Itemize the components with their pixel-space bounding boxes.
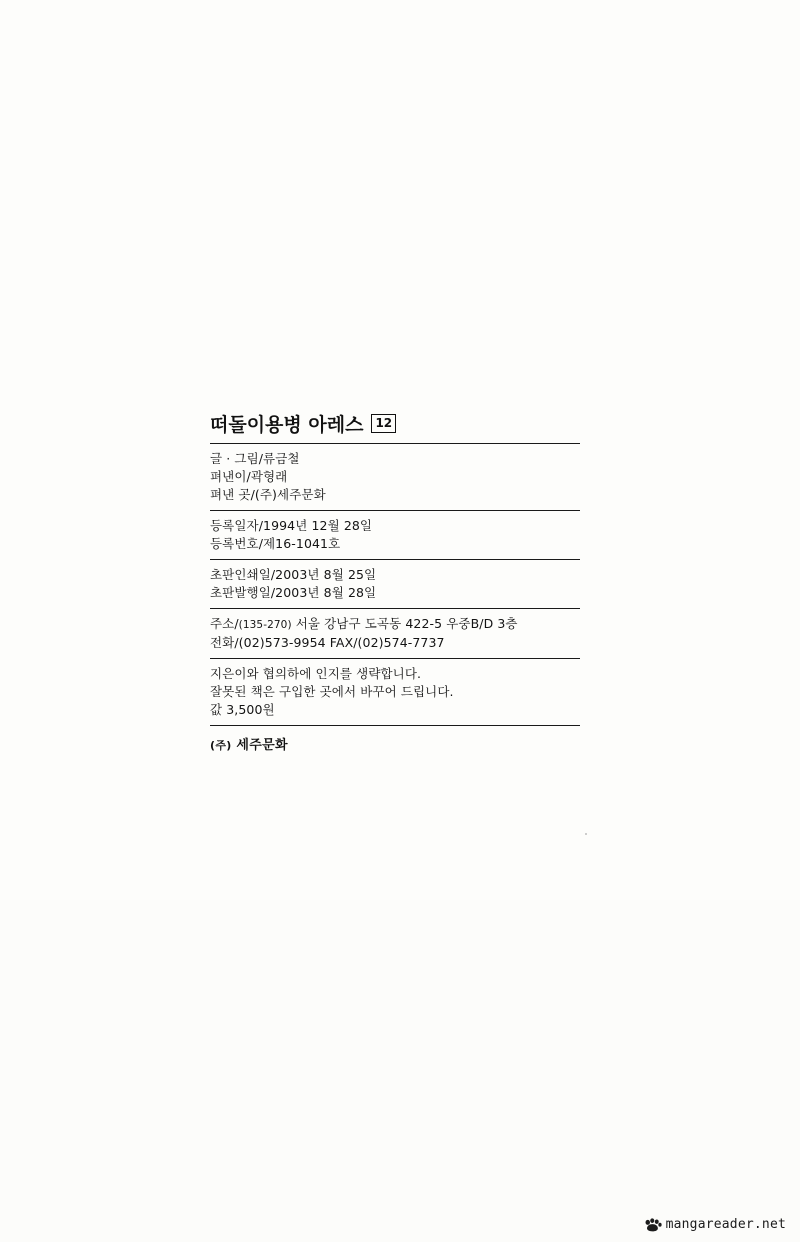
watermark: [644, 1217, 786, 1232]
notice-line: 지은이와 협의하에 인지를 생략합니다.: [210, 666, 422, 681]
credit-line: 글 · 그림/류금철: [210, 451, 300, 466]
credit-line: 펴낸이/곽형래: [210, 469, 288, 484]
credits-block: [210, 444, 580, 511]
notice-line: 잘못된 책은 구입한 곳에서 바꾸어 드립니다.: [210, 684, 454, 699]
paw-icon: [644, 1218, 662, 1232]
price-line: 값 3,500원: [210, 702, 275, 717]
colophon-block: [210, 410, 580, 757]
address-prefix: 주소/: [210, 616, 239, 631]
registration-block: [210, 511, 580, 560]
publisher-name: 세주문화: [236, 738, 288, 753]
publisher-mark: (주): [210, 739, 232, 752]
publisher-block: [210, 726, 580, 757]
watermark-text: mangareader.net: [665, 1217, 786, 1232]
address-zip: (135-270): [238, 619, 292, 631]
publisher-line: [210, 734, 580, 753]
registration-line: 등록일자/1994년 12월 28일: [210, 518, 373, 533]
phone-fax-line: 전화/(02)573-9954 FAX/(02)574-7737: [210, 635, 445, 650]
address-block: [210, 609, 580, 659]
title-row: [210, 410, 580, 444]
printing-line: 초판발행일/2003년 8월 28일: [210, 585, 377, 600]
notices-block: [210, 659, 580, 726]
page-title: 떠돌이용병 아레스: [210, 414, 364, 436]
scan-speck: [585, 833, 587, 835]
credit-line: 펴낸 곳/(주)세주문화: [210, 487, 326, 502]
volume-badge: 12: [371, 414, 396, 433]
printing-block: [210, 560, 580, 609]
printing-line: 초판인쇄일/2003년 8월 25일: [210, 567, 377, 582]
address-rest: 서울 강남구 도곡동 422-5 우중B/D 3층: [291, 616, 518, 631]
registration-line: 등록번호/제16-1041호: [210, 536, 341, 551]
paper-tone-band: [0, 900, 800, 1242]
address-line: [210, 615, 580, 634]
